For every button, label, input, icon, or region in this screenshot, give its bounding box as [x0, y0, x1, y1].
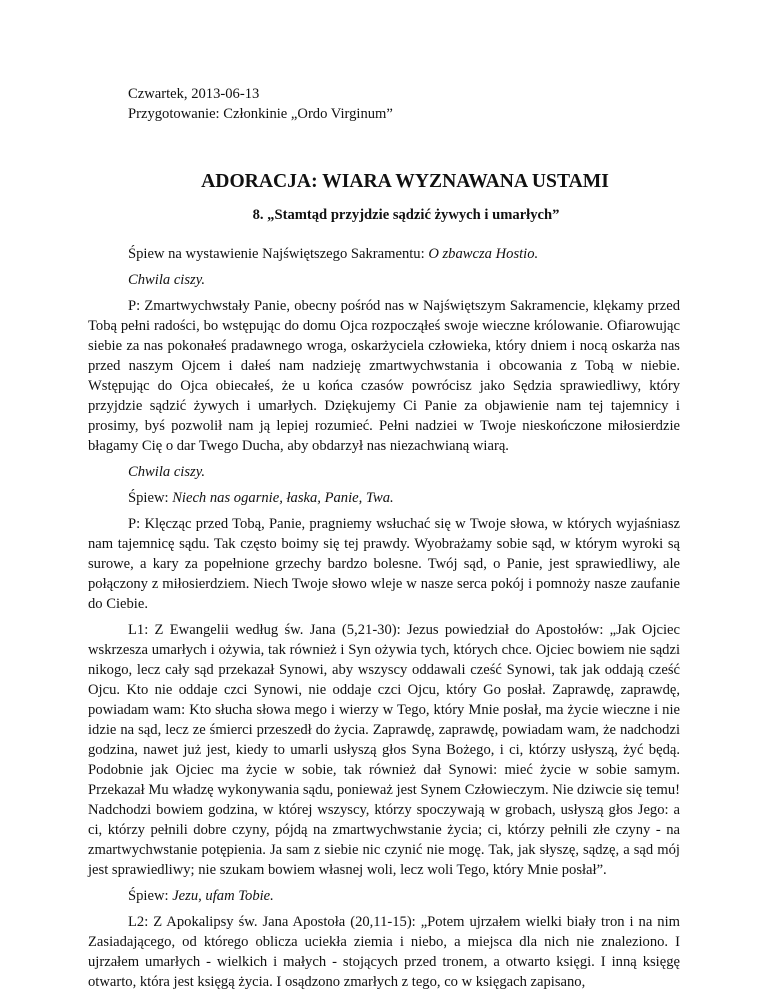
paragraph-prayer-1: P: Zmartwychwstały Panie, obecny pośród nas w Najświętszym Sakramencie, klękamy przed Tobą pełni radości, bo wstępując do domu Ojca rozpocząłeś swoje wieczne królowanie. Ofiarowując siebie za nas pokonałeś pradawnego wroga, oskarżyciela człowieka, który dniem i nocą oskarża nas przed naszym Ojcem i dałeś nam nadzieję zmartwychwstania i obcowania z Tobą w niebie. Wstępując do Ojca obiecałeś, że u końca czasów powrócisz jako Sędzia sprawiedliwy, który przyjdzie sądzić żywych i umarłych. Dziękujemy Ci Panie za objawienie nam tej tajemnicy i prosimy, byś pozwolił nam ją lepiej rozumieć. Pełni nadziei w Twoje nieskończone miłosierdzie błagamy Cię o dar Twego Ducha, aby obdarzył nas niezachwianą wiarą. — [88, 298, 680, 454]
page-subtitle: 8. „Stamtąd przyjdzie sądzić żywych i umarłych” — [252, 207, 560, 223]
paragraph-reading-2: L2: Z Apokalipsy św. Jana Apostoła (20,11-15): „Potem ujrzałem wielki biały tron i na nim Zasiadającego, od którego oblicza uciekła ziemia i niebo, a miejsca dla nich nie znaleziono. I ujrzałem umarłych - wielkich i małych - stojących przed tronem, a otwarto księgi. I inną księgę otwarto, która jest księgą życia. I osądzono zmarłych z tego, co w księgach zapisano, — [88, 914, 680, 990]
header-block — [128, 84, 648, 124]
paragraph-hymn-3: Śpiew: Jezu, ufam Tobie. — [128, 888, 274, 904]
date-line: Czwartek, 2013-06-13 — [128, 86, 260, 102]
page-title: ADORACJA: WIARA WYZNAWANA USTAMI — [201, 171, 609, 192]
document-body — [88, 244, 680, 998]
paragraph-silence-2: Chwila ciszy. — [128, 464, 206, 480]
paragraph-prayer-2: P: Klęcząc przed Tobą, Panie, pragniemy wsłuchać się w Twoje słowa, w których wyjaśniasz nam tajemnicę sądu. Tak często boimy się tej prawdy. Wyobrażamy sobie sąd, w którym wyroki są surowe, a kary za popełnione grzechy bardzo bolesne. Twój sąd, o Panie, jest sprawiedliwy, ale połączony z miłosierdziem. Niech Twoje słowo wleje w nasze serca pokój i pomnoży nasze zaufanie do Ciebie. — [88, 516, 680, 612]
paragraph-reading-1: L1: Z Ewangelii według św. Jana (5,21-30): Jezus powiedział do Apostołów: „Jak Ojciec wskrzesza umarłych i ożywia, tak również i Syn ożywia tych, których chce. Ojciec bowiem nie sądzi nikogo, lecz cały sąd przekazał Synowi, aby wszyscy oddawali cześć Synowi, tak jak oddają cześć Ojcu. Kto nie oddaje czci Synowi, nie oddaje czci Ojcu, który Go posłał. Zaprawdę, zaprawdę, powiadam wam: Kto słucha słowa mego i wierzy w Tego, który Mnie posłał, ma życie wieczne i nie idzie na sąd, lecz ze śmierci przeszedł do życia. Zaprawdę, zaprawdę, powiadam wam, że nadchodzi godzina, nawet już jest, kiedy to umarli usłyszą głos Syna Bożego, i ci, którzy usłyszą, żyć będą. Podobnie jak Ojciec ma życie w sobie, tak również dał Synowi: mieć życie w sobie samym. Przekazał Mu władzę wykonywania sądu, ponieważ jest Synem Człowieczym. Nie dziwcie się temu! Nadchodzi bowiem godzina, w której wszyscy, którzy spoczywają w grobach, usłyszą głos Jego: a ci, którzy pełnili dobre czyny, pójdą na zmartwychwstanie życia; ci, którzy pełnili złe czyny - na zmartwychwstanie potępienia. Ja sam z siebie nic czynić nie mogę. Tak, jak słyszę, sądzę, a sąd mój jest sprawiedliwy; nie szukam bowiem własnej woli, lecz woli Tego, który Mnie posłał”. — [88, 622, 680, 878]
paragraph-silence-1: Chwila ciszy. — [128, 272, 206, 288]
paragraph-hymn-exposition: Śpiew na wystawienie Najświętszego Sakramentu: O zbawcza Hostio. — [128, 246, 539, 262]
preparation-line: Przygotowanie: Członkinie „Ordo Virginum” — [128, 106, 393, 122]
paragraph-hymn-2: Śpiew: Niech nas ogarnie, łaska, Panie, Twa. — [128, 490, 394, 506]
